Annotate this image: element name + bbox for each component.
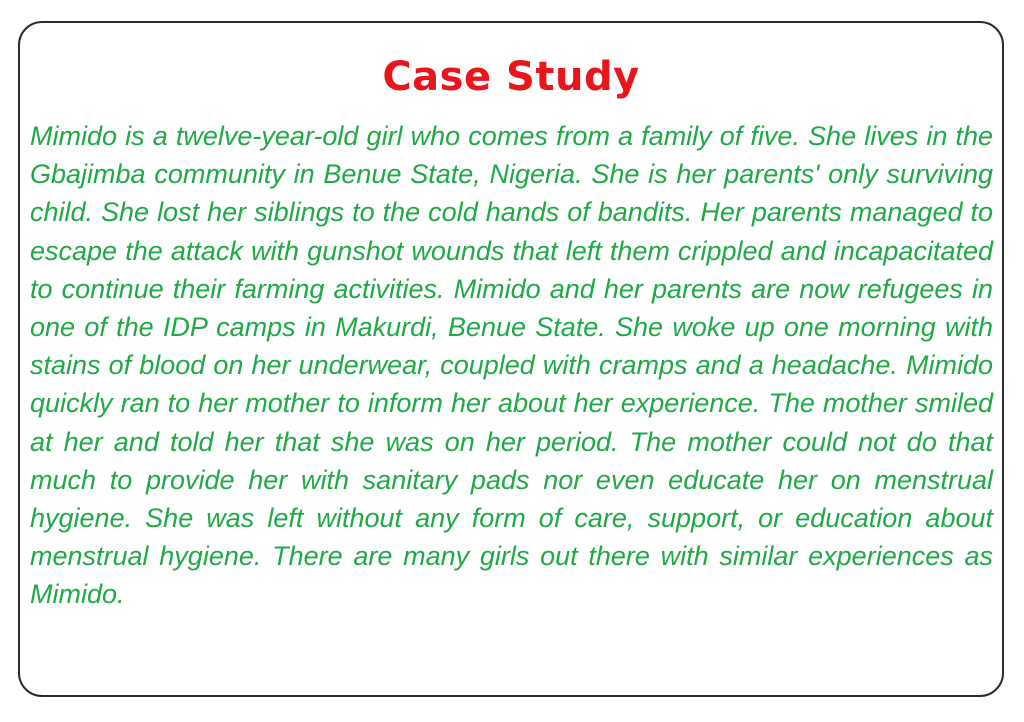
- case-study-paragraph: Mimido is a twelve-year-old girl who comes from a family of five. She lives in the Gbajimba community in Benue State, Nigeria. She is her parents' only surviving child. She lost her siblings to the cold hands of bandits. Her parents managed to escape the attack with gunshot wounds that left them crippled and incapacitated to continue their farming activities. Mimido and her parents are now refugees in one of the IDP camps in Makurdi, Benue State. She woke up one morning with stains of blood on her underwear, coupled with cramps and a headache. Mimido quickly ran to her mother to inform her about her experience. The mother smiled at her and told her that she was on her period. The mother could not do that much to provide her with sanitary pads nor even educate her on menstrual hygiene. She was left without any form of care, support, or education about menstrual hygiene. There are many girls out there with similar experiences as Mimido.: [30, 121, 993, 610]
- page-title: Case Study: [382, 54, 640, 100]
- case-study-card: [18, 21, 1004, 697]
